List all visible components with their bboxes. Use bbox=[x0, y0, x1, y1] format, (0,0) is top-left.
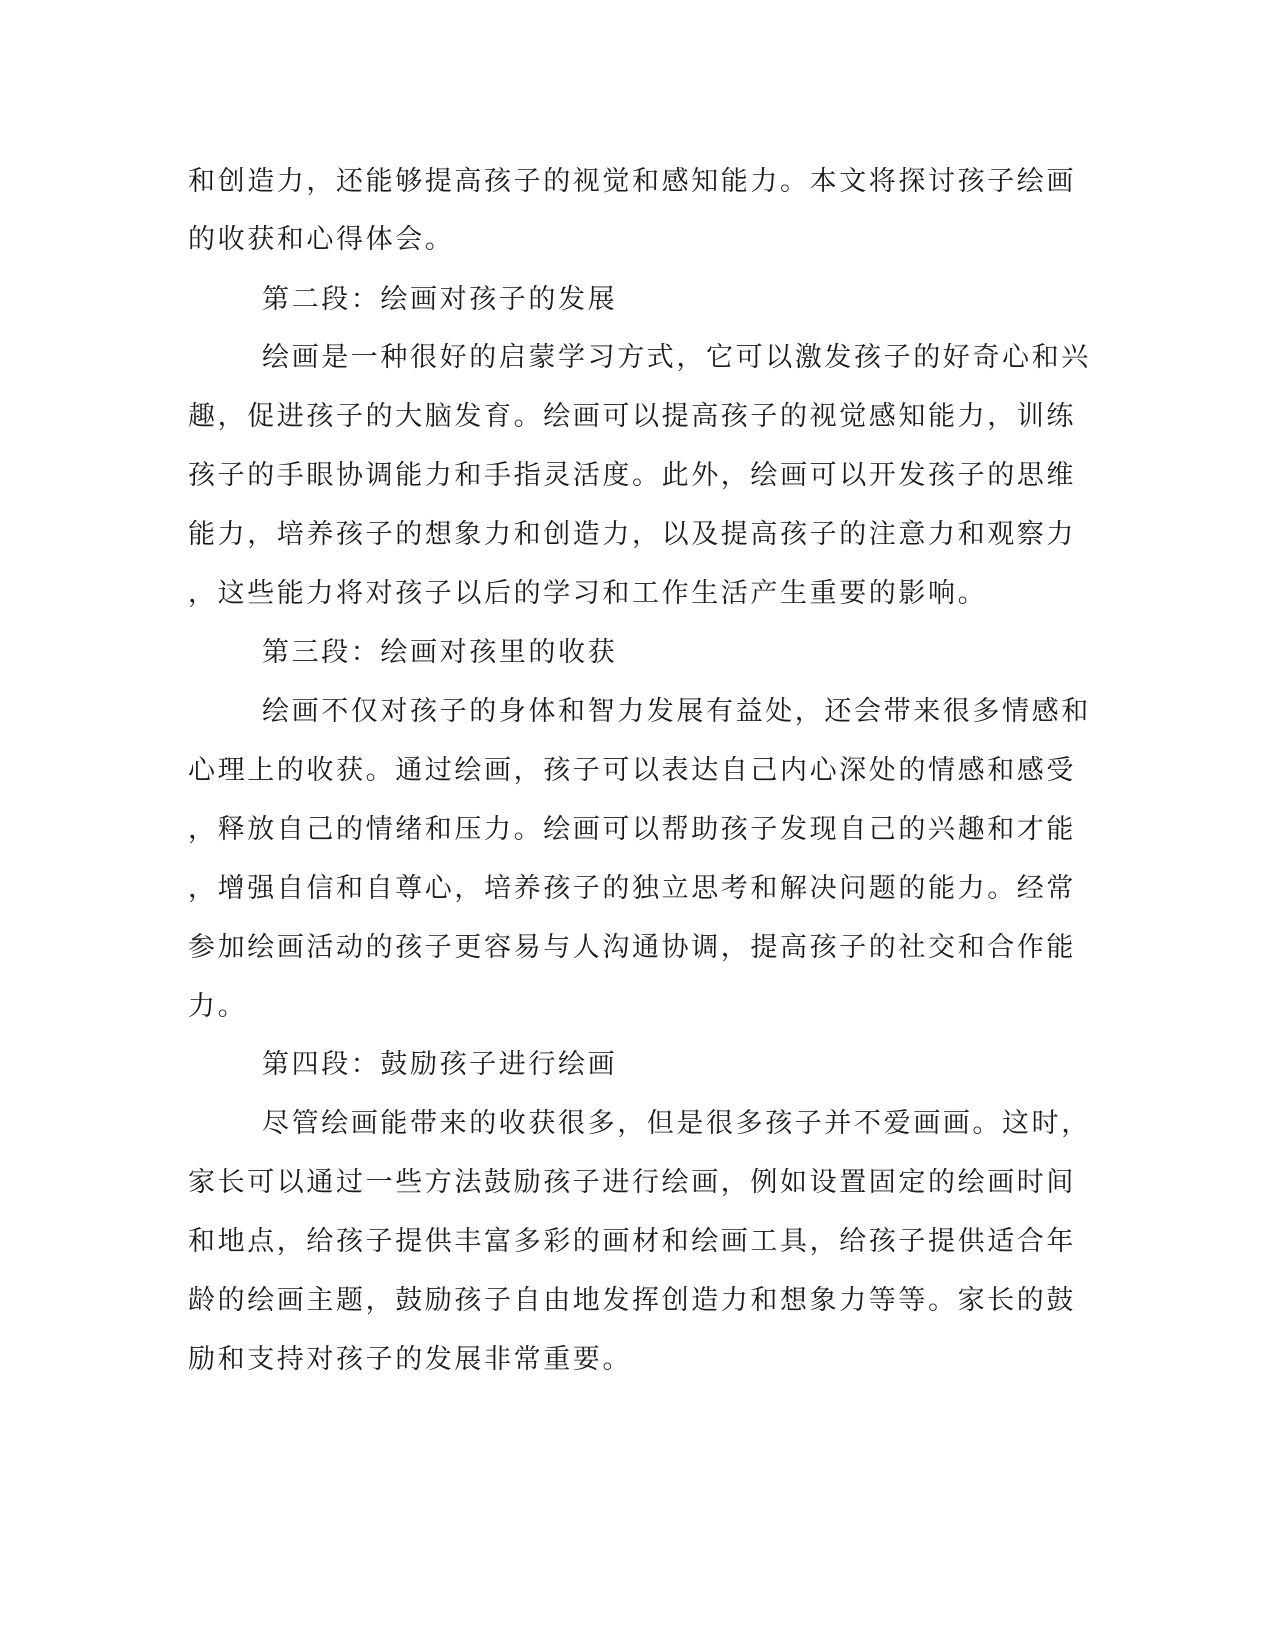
text-line: 和创造力，还能够提高孩子的视觉和感知能力。本文将探讨孩子绘画 bbox=[188, 166, 1076, 197]
text-line: 家长可以通过一些方法鼓励孩子进行绘画，例如设置固定的绘画时间 bbox=[188, 1167, 1076, 1198]
text-line: 绘画是一种很好的启蒙学习方式，它可以激发孩子的好奇心和兴 bbox=[262, 342, 1091, 373]
text-line: 能力，培养孩子的想象力和创造力，以及提高孩子的注意力和观察力 bbox=[188, 519, 1076, 550]
text-line: 励和支持对孩子的发展非常重要。 bbox=[188, 1344, 632, 1375]
text-line: 龄的绘画主题，鼓励孩子自由地发挥创造力和想象力等等。家长的鼓 bbox=[188, 1285, 1076, 1316]
text-line: 孩子的手眼协调能力和手指灵活度。此外，绘画可以开发孩子的思维 bbox=[188, 460, 1076, 491]
text-line: 的收获和心得体会。 bbox=[188, 224, 455, 255]
section-heading: 第二段：绘画对孩子的发展 bbox=[262, 284, 618, 315]
text-line: 力。 bbox=[188, 991, 248, 1022]
text-line: 和地点，给孩子提供丰富多彩的画材和绘画工具，给孩子提供适合年 bbox=[188, 1226, 1076, 1257]
text-line: 参加绘画活动的孩子更容易与人沟通协调，提高孩子的社交和合作能 bbox=[188, 932, 1076, 963]
text-line: 心理上的收获。通过绘画，孩子可以表达自己内心深处的情感和感受 bbox=[188, 755, 1076, 786]
text-line: 趣，促进孩子的大脑发育。绘画可以提高孩子的视觉感知能力，训练 bbox=[188, 401, 1076, 432]
text-line: ，增强自信和自尊心，培养孩子的独立思考和解决问题的能力。经常 bbox=[188, 873, 1076, 904]
section-heading: 第三段：绘画对孩里的收获 bbox=[262, 637, 618, 668]
text-line: 尽管绘画能带来的收获很多，但是很多孩子并不爱画画。这时， bbox=[262, 1108, 1091, 1139]
text-line: 绘画不仅对孩子的身体和智力发展有益处，还会带来很多情感和 bbox=[262, 696, 1091, 727]
section-heading: 第四段：鼓励孩子进行绘画 bbox=[262, 1049, 618, 1080]
text-line: ，这些能力将对孩子以后的学习和工作生活产生重要的影响。 bbox=[188, 578, 988, 609]
text-line: ，释放自己的情绪和压力。绘画可以帮助孩子发现自己的兴趣和才能 bbox=[188, 814, 1076, 845]
